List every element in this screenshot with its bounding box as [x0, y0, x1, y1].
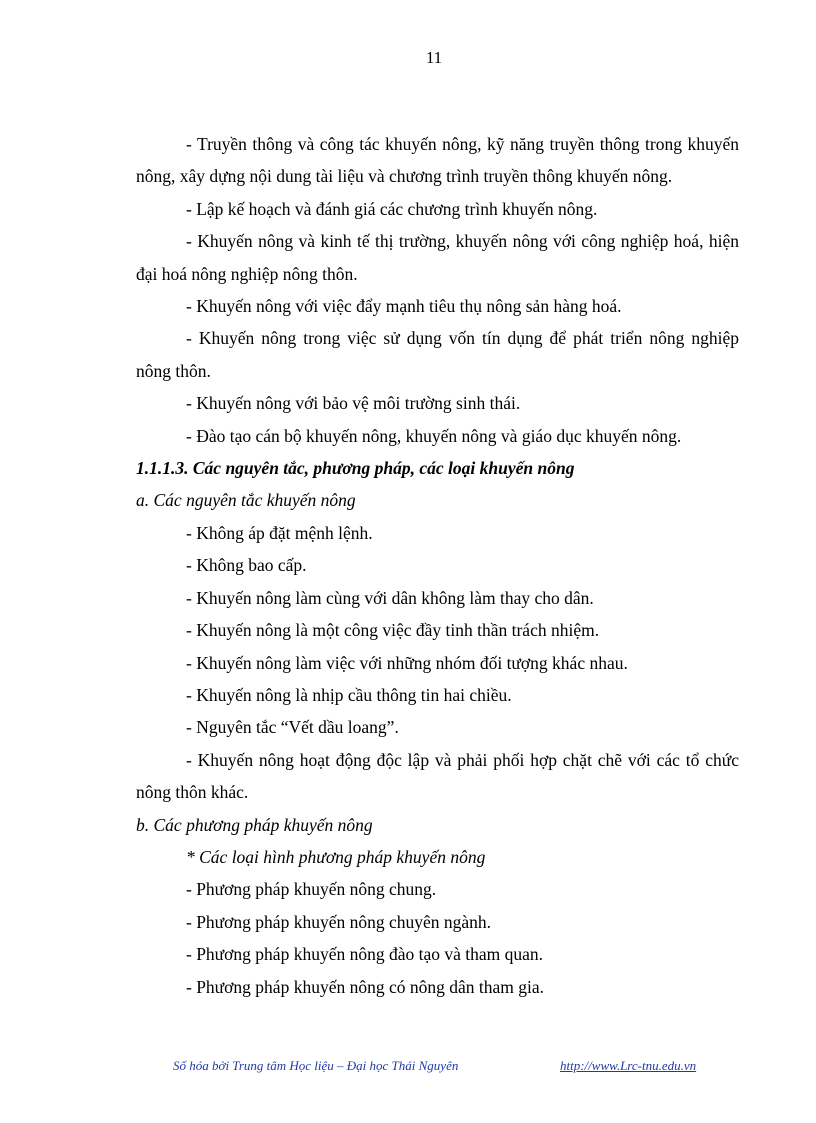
- list-item: - Phương pháp khuyến nông đào tạo và tham quan.: [186, 944, 544, 965]
- subsection-heading-methods: b. Các phương pháp khuyến nông: [136, 814, 373, 835]
- list-item: - Không áp đặt mệnh lệnh.: [186, 522, 373, 543]
- list-item: - Không bao cấp.: [186, 555, 307, 576]
- paragraph: - Khuyến nông với việc đẩy mạnh tiêu thụ nông sản hàng hoá.: [186, 296, 622, 317]
- list-item: - Khuyến nông làm việc với những nhóm đối tượng khác nhau.: [186, 652, 628, 673]
- paragraph: - Truyền thông và công tác khuyến nông, kỹ năng truyền thông trong khuyến nông, xây dựng nội dung tài liệu và chương trình truyền thông khuyến nông.: [136, 134, 739, 187]
- footer-link[interactable]: http://www.Lrc-tnu.edu.vn: [560, 1058, 697, 1073]
- list-item: - Phương pháp khuyến nông chung.: [186, 879, 437, 900]
- list-item: - Khuyến nông là một công việc đầy tinh thần trách nhiệm.: [186, 620, 600, 641]
- paragraph: - Khuyến nông trong việc sử dụng vốn tín dụng để phát triển nông nghiệp nông thôn.: [136, 328, 739, 381]
- methods-title: * Các loại hình phương pháp khuyến nông: [186, 846, 486, 867]
- subsection-heading-principles: a. Các nguyên tắc khuyến nông: [136, 490, 356, 511]
- footer-credit: Số hóa bởi Trung tâm Học liệu – Đại học Thái Nguyên: [173, 1058, 459, 1073]
- page-footer: [0, 1058, 816, 1078]
- list-item: - Khuyến nông là nhịp cầu thông tin hai chiều.: [186, 684, 512, 705]
- page-number: 11: [425, 48, 443, 67]
- paragraph: - Khuyến nông và kinh tế thị trường, khuyến nông với công nghiệp hoá, hiện đại hoá nông nghiệp nông thôn.: [136, 231, 739, 284]
- paragraph: - Khuyến nông với bảo vệ môi trường sinh thái.: [186, 393, 521, 414]
- section-heading: 1.1.1.3. Các nguyên tắc, phương pháp, các loại khuyến nông: [136, 458, 575, 479]
- list-item: - Phương pháp khuyến nông chuyên ngành.: [186, 911, 492, 932]
- list-item: - Khuyến nông làm cùng với dân không làm thay cho dân.: [186, 587, 594, 608]
- list-item: - Nguyên tắc “Vết dầu loang”.: [186, 717, 399, 738]
- paragraph: - Khuyến nông hoạt động độc lập và phải phối hợp chặt chẽ với các tổ chức nông thôn khác.: [136, 749, 739, 803]
- paragraph: - Đào tạo cán bộ khuyến nông, khuyến nông và giáo dục khuyến nông.: [186, 425, 682, 446]
- document-body: [136, 128, 739, 1003]
- paragraph: - Lập kế hoạch và đánh giá các chương trình khuyến nông.: [186, 198, 598, 219]
- list-item: - Phương pháp khuyến nông có nông dân tham gia.: [186, 976, 544, 997]
